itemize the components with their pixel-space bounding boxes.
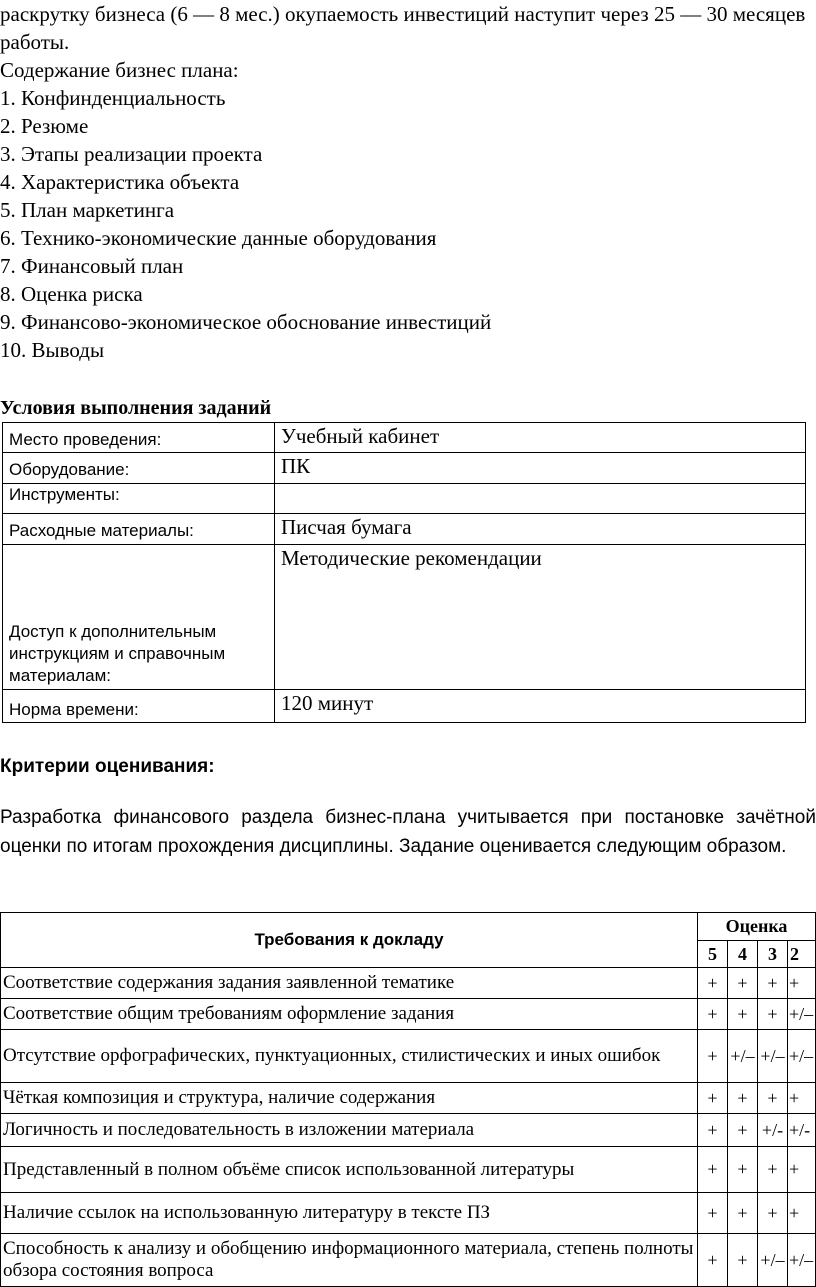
- condition-label: Доступ к дополнительным инструкциям и справочным материалам:: [3, 545, 275, 690]
- grade-2-header: 2: [788, 941, 816, 968]
- criteria-heading: Критерии оценивания:: [0, 756, 215, 777]
- conditions-table: [2, 422, 806, 723]
- criteria-text: Разработка финансового раздела бизнес-плана учитывается при постановке зачётной оценки по итогам прохождения дисциплины. Задание оценивается следующим образом.: [0, 807, 816, 857]
- mark-cell: +: [728, 1193, 758, 1234]
- toc-item: 4. Характеристика объекта: [0, 170, 240, 194]
- toc-list: [0, 84, 816, 364]
- mark-cell: +: [728, 1114, 758, 1147]
- mark-cell: +: [698, 1193, 728, 1234]
- condition-value: Учебный кабинет: [275, 423, 806, 453]
- condition-label: Место проведения:: [3, 423, 275, 453]
- mark-cell: +: [758, 999, 788, 1030]
- mark-cell: +: [698, 999, 728, 1030]
- requirements-header: Требования к докладу: [1, 913, 698, 968]
- mark-cell: +/-: [758, 1114, 788, 1147]
- mark-cell: +: [698, 1083, 728, 1114]
- condition-value: 120 минут: [275, 690, 806, 723]
- intro-paragraph: раскрутку бизнеса (6 — 8 мес.) окупаемость инвестиций наступит через 25 — 30 месяцев работы.: [0, 2, 806, 54]
- table-row: [1, 1114, 816, 1147]
- mark-cell: +: [788, 1147, 816, 1193]
- table-row: [3, 545, 806, 690]
- toc-item: 3. Этапы реализации проекта: [0, 142, 263, 166]
- mark-cell: +/–: [728, 1030, 758, 1083]
- mark-cell: +: [758, 968, 788, 999]
- toc-item: 10. Выводы: [0, 338, 105, 362]
- mark-cell: +: [698, 1234, 728, 1287]
- table-row: [3, 514, 806, 545]
- toc-item: 2. Резюме: [0, 114, 89, 138]
- toc-item: 5. План маркетинга: [0, 198, 175, 222]
- mark-cell: +/–: [758, 1030, 788, 1083]
- condition-value: [275, 484, 806, 514]
- requirement-cell: Наличие ссылок на использованную литературу в тексте ПЗ: [1, 1193, 698, 1234]
- mark-cell: +: [728, 999, 758, 1030]
- mark-cell: +: [698, 1030, 728, 1083]
- toc-title: Содержание бизнес плана:: [0, 58, 239, 82]
- requirement-cell: Отсутствие орфографических, пунктуационных, стилистических и иных ошибок: [1, 1030, 698, 1083]
- table-row: [3, 423, 806, 453]
- mark-cell: +/–: [758, 1234, 788, 1287]
- mark-cell: +: [788, 968, 816, 999]
- mark-cell: +/–: [788, 1234, 816, 1287]
- table-row: [3, 453, 806, 484]
- mark-cell: +: [788, 1193, 816, 1234]
- condition-label: Расходные материалы:: [3, 514, 275, 545]
- requirement-cell: Чёткая композиция и структура, наличие содержания: [1, 1083, 698, 1114]
- table-row: [1, 999, 816, 1030]
- grade-4-header: 4: [728, 941, 758, 968]
- requirement-cell: Представленный в полном объёме список использованной литературы: [1, 1147, 698, 1193]
- condition-value: Методические рекомендации: [275, 545, 806, 690]
- toc-item: 8. Оценка риска: [0, 282, 143, 306]
- mark-cell: +: [758, 1083, 788, 1114]
- condition-label: Норма времени:: [3, 690, 275, 723]
- mark-cell: +: [728, 1083, 758, 1114]
- mark-cell: +: [698, 1114, 728, 1147]
- grade-3-header: 3: [758, 941, 788, 968]
- intro-section: [0, 0, 816, 364]
- table-row: [3, 484, 806, 514]
- mark-cell: +: [758, 1147, 788, 1193]
- condition-value: Писчая бумага: [275, 514, 806, 545]
- table-row: [3, 690, 806, 723]
- mark-cell: +: [788, 1083, 816, 1114]
- table-row: [1, 1147, 816, 1193]
- conditions-heading: Условия выполнения заданий: [0, 397, 272, 419]
- mark-cell: +/–: [788, 999, 816, 1030]
- condition-value: ПК: [275, 453, 806, 484]
- toc-item: 1. Конфинденциальность: [0, 86, 226, 110]
- table-row: [1, 1083, 816, 1114]
- table-row: [1, 1193, 816, 1234]
- grade-5-header: 5: [698, 941, 728, 968]
- toc-item: 9. Финансово-экономическое обоснование инвестиций: [0, 310, 492, 334]
- table-row: [1, 968, 816, 999]
- table-row: [1, 1234, 816, 1287]
- mark-cell: +: [728, 968, 758, 999]
- mark-cell: +: [728, 1147, 758, 1193]
- condition-label: Инструменты:: [3, 484, 275, 514]
- mark-cell: +: [698, 1147, 728, 1193]
- grade-header: Оценка: [698, 913, 816, 941]
- mark-cell: +: [728, 1234, 758, 1287]
- requirement-cell: Соответствие общим требованиям оформление задания: [1, 999, 698, 1030]
- mark-cell: +: [698, 968, 728, 999]
- table-row: [1, 1030, 816, 1083]
- requirement-cell: Логичность и последовательность в изложении материала: [1, 1114, 698, 1147]
- toc-item: 7. Финансовый план: [0, 254, 184, 278]
- mark-cell: +/-: [788, 1114, 816, 1147]
- mark-cell: +: [758, 1193, 788, 1234]
- table-header-row: [1, 913, 816, 941]
- grades-table: [0, 912, 816, 1287]
- mark-cell: +/–: [788, 1030, 816, 1083]
- toc-item: 6. Технико-экономические данные оборудования: [0, 226, 437, 250]
- requirement-cell: Способность к анализу и обобщению информационного материала, степень полноты обзора состояния вопроса: [1, 1234, 698, 1287]
- requirement-cell: Соответствие содержания задания заявленной тематике: [1, 968, 698, 999]
- condition-label: Оборудование:: [3, 453, 275, 484]
